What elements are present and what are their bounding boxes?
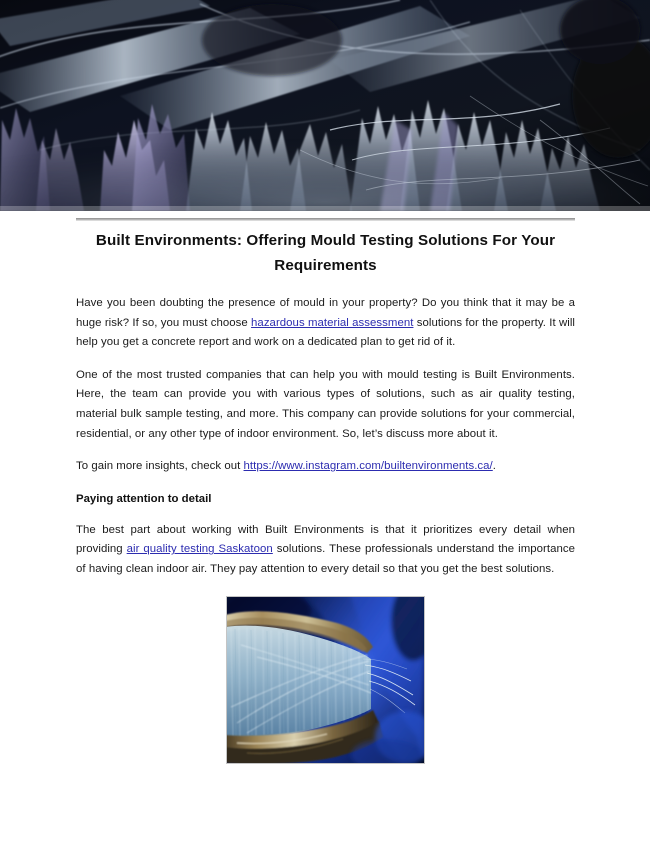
header-image — [0, 0, 650, 211]
paragraph-insights-text-after: . — [492, 460, 496, 473]
paragraph-detail-text-before: The best part about working with Built Environments is that it prioritizes every detail when providing — [76, 523, 575, 556]
paragraph-company-overview: One of the most trusted companies that can help you with mould testing is Built Environments. Here, the team can provide you with various types of solutions, such as air quality testing, material bulk sample testing, and more. This company can provide solutions for your commercial, residential, or any other type of indoor environment. So, let’s discuss more about it. — [76, 368, 575, 440]
header-divider — [76, 218, 575, 221]
link-hazardous-material-assessment[interactable]: hazardous material assessment — [251, 316, 414, 329]
body-image — [226, 596, 425, 764]
page-title: Built Environments: Offering Mould Testing Solutions For Your Requirements — [95, 232, 556, 274]
document-body — [76, 228, 575, 764]
paragraph-intro-text-before: Have you been doubting the presence of mould in your property? Do you think that it may be a huge risk? If so, you must choose — [76, 297, 575, 329]
paragraph-detail — [76, 521, 575, 580]
paragraph-intro — [76, 294, 575, 353]
paragraph-insights — [76, 457, 575, 477]
paragraph-insights-text-before: To gain more insights, check out — [76, 460, 244, 473]
link-air-quality-testing-saskatoon[interactable]: air quality testing Saskatoon — [126, 543, 273, 556]
link-instagram-profile[interactable]: https://www.instagram.com/builtenvironments.ca/ — [243, 460, 493, 473]
paragraph-detail-text-after: solutions. These professionals understand the importance of having clean indoor air. They pay attention to every detail so that you get the best solutions. — [76, 543, 575, 575]
section-heading-paying-attention-to-detail: Paying attention to detail — [76, 492, 212, 505]
paragraph-intro-text-after: solutions for the property. It will help you get a concrete report and work on a dedicated plan to get rid of it. — [76, 316, 576, 349]
figure-container — [76, 596, 575, 764]
